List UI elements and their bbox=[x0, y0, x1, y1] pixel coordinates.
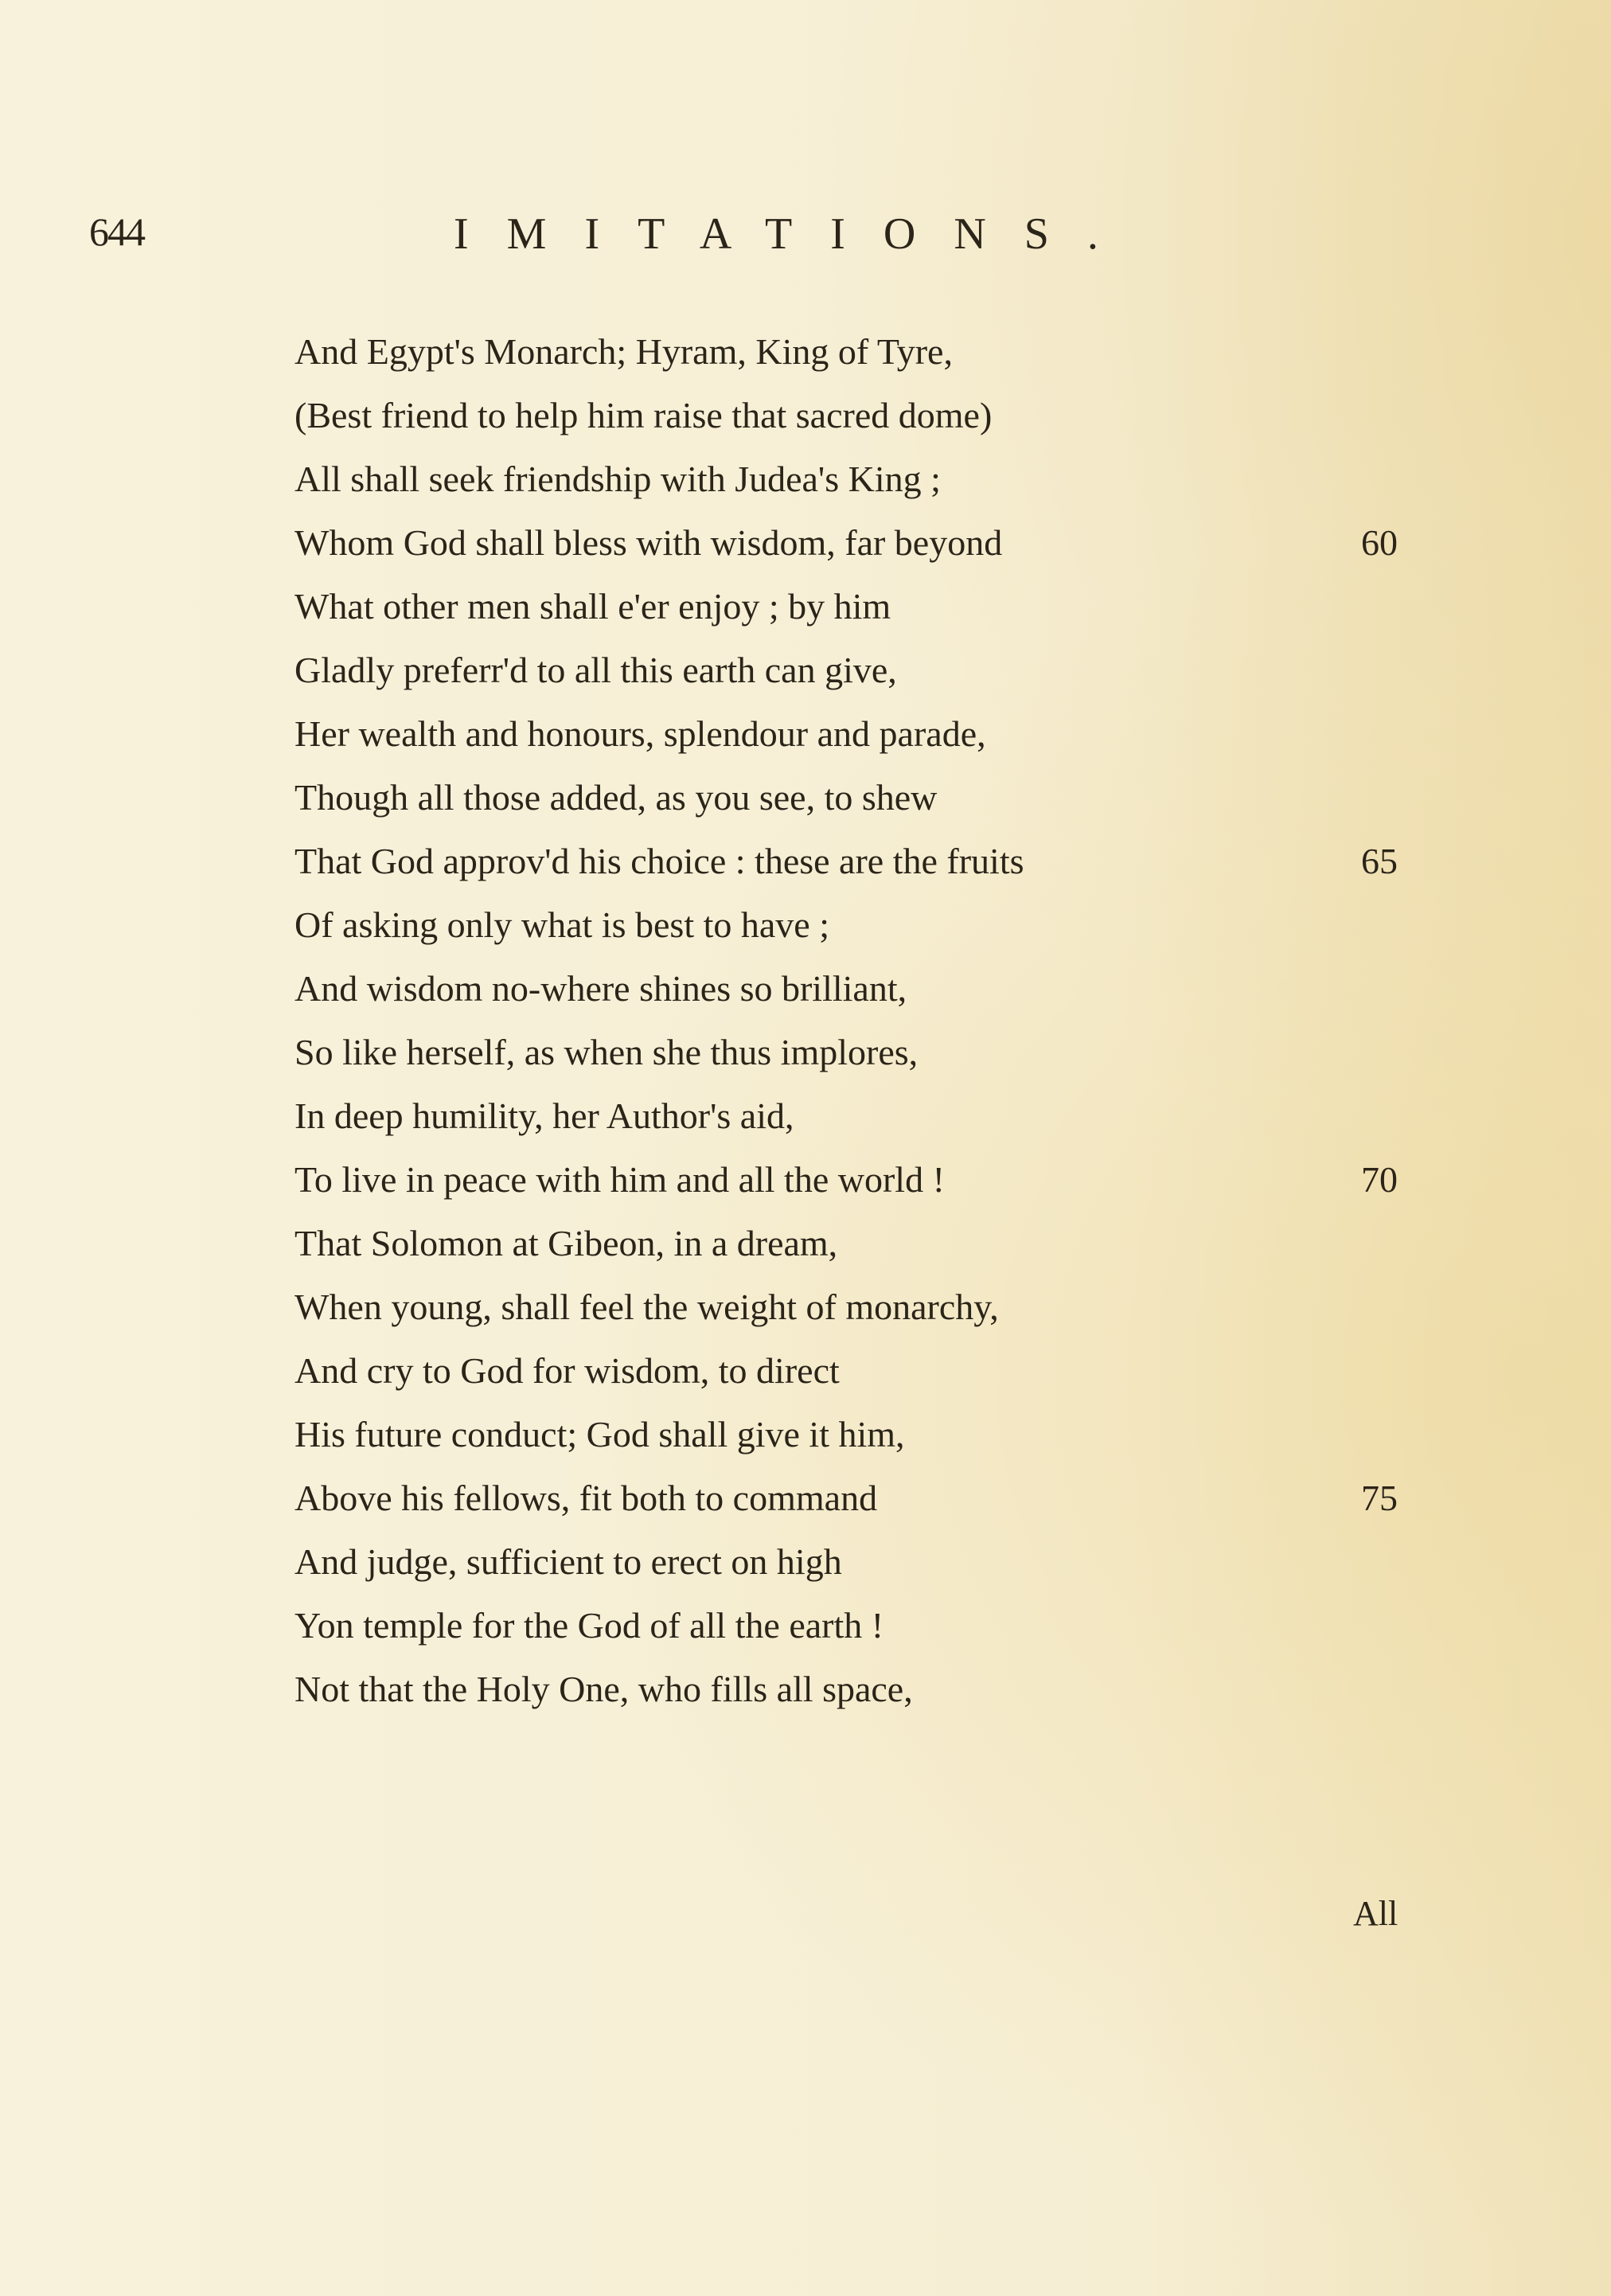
page-number: 644 bbox=[89, 209, 144, 254]
verse-line bbox=[295, 893, 1393, 957]
verse-line bbox=[295, 1275, 1393, 1339]
verse-line bbox=[295, 1530, 1393, 1594]
verse-line bbox=[295, 320, 1393, 384]
verse-text: Whom God shall bless with wisdom, far beyond bbox=[295, 522, 1003, 563]
catchword: All bbox=[1353, 1894, 1398, 1933]
verse-line bbox=[295, 766, 1393, 830]
verse-text: Her wealth and honours, splendour and parade, bbox=[295, 713, 986, 754]
line-number: 70 bbox=[1361, 1159, 1398, 1200]
verse-line bbox=[295, 447, 1393, 511]
verse-text: And wisdom no-where shines so brilliant, bbox=[295, 968, 907, 1009]
verse-line bbox=[295, 830, 1398, 893]
verse-text: Above his fellows, fit both to command bbox=[295, 1478, 878, 1518]
verse-text: Of asking only what is best to have ; bbox=[295, 904, 830, 945]
verse-text: (Best friend to help him raise that sacred dome) bbox=[295, 395, 993, 435]
verse-text: To live in peace with him and all the world ! bbox=[295, 1159, 945, 1200]
verse-line bbox=[295, 1148, 1398, 1212]
verse-text: All shall seek friendship with Judea's King ; bbox=[295, 459, 941, 499]
verse-text: When young, shall feel the weight of monarchy, bbox=[295, 1287, 999, 1327]
verse-line bbox=[295, 1466, 1398, 1530]
verse-line bbox=[295, 384, 1393, 447]
verse-text: Not that the Holy One, who fills all space, bbox=[295, 1669, 913, 1709]
running-head: IMITATIONS. bbox=[454, 209, 1137, 259]
verse-text: Yon temple for the God of all the earth ! bbox=[295, 1605, 884, 1646]
verse-text: His future conduct; God shall give it him, bbox=[295, 1414, 905, 1455]
verse-line bbox=[295, 575, 1393, 638]
verse-line bbox=[295, 1403, 1393, 1466]
verse-text: Though all those added, as you see, to shew bbox=[295, 777, 938, 818]
line-number: 60 bbox=[1361, 522, 1398, 563]
verse-line bbox=[295, 1212, 1393, 1275]
verse-line bbox=[295, 511, 1398, 575]
line-number: 75 bbox=[1361, 1478, 1398, 1518]
verse-line bbox=[295, 702, 1393, 766]
poem-text bbox=[295, 320, 1398, 1721]
page-header bbox=[0, 209, 1611, 272]
verse-text: What other men shall e'er enjoy ; by him bbox=[295, 586, 891, 627]
verse-line bbox=[295, 1021, 1393, 1084]
verse-text: That God approv'd his choice : these are the fruits bbox=[295, 841, 1024, 881]
verse-line bbox=[295, 638, 1393, 702]
verse-line bbox=[295, 1594, 1393, 1658]
verse-text: And judge, sufficient to erect on high bbox=[295, 1541, 842, 1582]
verse-line bbox=[295, 1339, 1393, 1403]
verse-text: Gladly preferr'd to all this earth can give, bbox=[295, 650, 897, 690]
verse-line bbox=[295, 957, 1393, 1021]
verse-line bbox=[295, 1084, 1393, 1148]
verse-text: That Solomon at Gibeon, in a dream, bbox=[295, 1223, 838, 1263]
verse-line bbox=[295, 1658, 1393, 1721]
verse-text: And cry to God for wisdom, to direct bbox=[295, 1350, 840, 1391]
verse-text: And Egypt's Monarch; Hyram, King of Tyre, bbox=[295, 331, 953, 372]
verse-text: In deep humility, her Author's aid, bbox=[295, 1095, 794, 1136]
verse-text: So like herself, as when she thus implores, bbox=[295, 1032, 919, 1072]
line-number: 65 bbox=[1361, 841, 1398, 881]
